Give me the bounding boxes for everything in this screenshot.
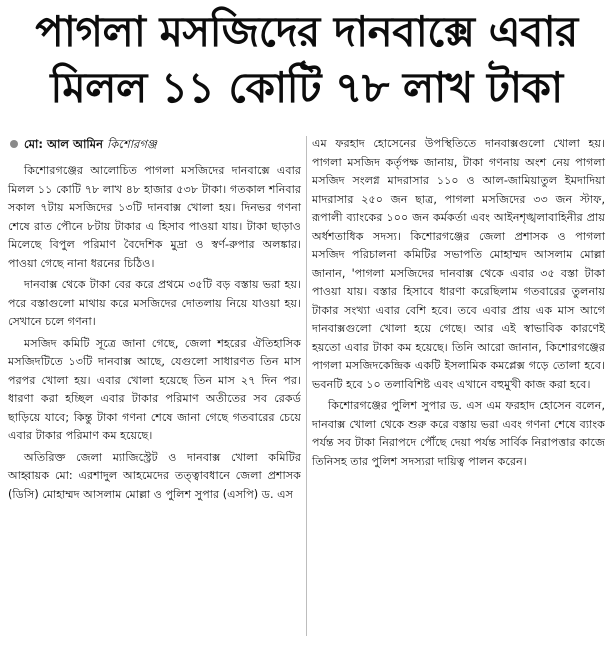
paragraph: এম ফরহাদ হোসেনের উপস্থিতিতে দানবাক্সগুলো খোলা হয়। পাগলা মসজিদ কর্তৃপক্ষ জানায়, টাকা গণনায় অংশ নেয় পাগলা মসজিদ সংলগ্ন মাদরাসার ১১০ ও আল-জামিয়াতুল ইমদাদিয়া মাদরাসার ২৫০ জন ছাত্র, পাগলা মসজিদের ৩৩ জন স্টাফ, রূপালী ব্যাংকের ১০০ জন কর্মকর্তা এবং আইনশৃঙ্খলাবাহিনীর প্রায় অর্ধশতাধিক সদস্য। কিশোরগঞ্জের জেলা প্রশাসক ও পাগলা মসজিদ পরিচালনা কমিটির সভাপতি মোহাম্মদ আসলাম মোল্লা জানান, 'পাগলা মসজিদের দানবাক্স থেকে এবার ৩৫ বস্তা টাকা পাওয়া যায়। বস্তার হিসাবে ধারণা করেছিলাম গতবারের তুলনায় টাকার সংখ্যা এবার বেশি হবে। তবে এবার প্রায় এক মাস আগে দানবাক্সগুলো খোলা হয়ে গেছে। আর এই স্বাভাবিক কারণেই হয়তো এবার টাকা কম হয়েছে। তিনি আরো জানান, কিশোরগঞ্জের পাগলা মসজিদকেন্দ্রিক একটি ইসলামিক কমপ্লেক্স গড়ে তোলা হবে। ভবনটি হবে ১০ তলাবিশিষ্ট এবং এখানে বহুমুখী কাজ করা হবে। (312, 137, 605, 391)
headline-line-1: পাগলা মসজিদের দানবাক্সে এবার (35, 7, 578, 56)
article-column-left (8, 162, 301, 507)
paragraph: কিশোরগঞ্জের আলোচিত পাগলা মসজিদের দানবাক্সে এবার মিলল ১১ কোটি ৭৮ লাখ ৪৮ হাজার ৫৩৮ টাকা। গতকাল শনিবার সকাল ৭টায় মসজিদের ১৩টি দানবাক্স খোলা হয়। দিনভর গণনা শেষে রাত পৌনে ৮টায় টাকার এ হিসাব পাওয়া যায়। টাকা ছাড়াও মিলেছে বিপুল পরিমাণ বৈদেশিক মুদ্রা ও স্বর্ণ-রুপার অলঙ্কার। পাওয়া গেছে নানা ধরনের চিঠিও। (8, 164, 301, 270)
paragraph: দানবাক্স থেকে টাকা বের করে প্রথমে ৩৫টি বড় বস্তায় ভরা হয়। পরে বস্তাগুলো মাথায় করে মসজিদের দোতলায় নিয়ে যাওয়া হয়। সেখানে চলে গণনা। (8, 278, 301, 328)
paragraph: কিশোরগঞ্জের পুলিশ সুপার ড. এস এম ফরহাদ হোসেন বলেন, দানবাক্স খোলা থেকে শুরু করে বস্তায় ভরা এবং গণনা শেষে ব্যাংক পর্যন্ত সব টাকা নিরাপদে পৌঁছে দেয়া পর্যন্ত সার্বিক নিরাপত্তার কাজে তিনিসহ তার পুলিশ সদস্যরা দায়িত্ব পালন করেন। (312, 399, 605, 468)
paragraph: অতিরিক্ত জেলা ম্যাজিস্ট্রেট ও দানবাক্স খোলা কমিটির আহ্বায়ক মো: এরশাদুল আহমেদের তত্ত্বাবধানে জেলা প্রশাসক (ডিসি) মোহাম্মদ আসলাম মোল্লা ও পুলিশ সুপার (এসপি) ড. এস (8, 450, 301, 501)
byline-place: কিশোরগঞ্জ (106, 137, 157, 151)
column-divider (306, 136, 307, 636)
headline (0, 4, 613, 116)
bullet-icon (10, 140, 18, 148)
byline-author: মো: আল আমিন (24, 137, 103, 151)
paragraph: মসজিদ কমিটি সূত্রে জানা গেছে, জেলা শহরের ঐতিহাসিক মসজিদটিতে ১৩টি দানবাক্স আছে, যেগুলো সাধারণত তিন মাস পরপর খোলা হয়। এবার খোলা হয়েছে তিন মাস ২৭ দিন পর। ধারণা করা হচ্ছিল এবার টাকার পরিমাণ অতীতের সব রেকর্ড ছাড়িয়ে যাবে; কিন্তু টাকা গণনা শেষে জানা গেছে গতবারের চেয়ে এবার টাকার পরিমাণ কম হয়েছে। (8, 336, 301, 442)
article-column-right (312, 135, 605, 474)
headline-line-2: মিলল ১১ কোটি ৭৮ লাখ টাকা (50, 63, 563, 112)
byline (10, 136, 300, 152)
